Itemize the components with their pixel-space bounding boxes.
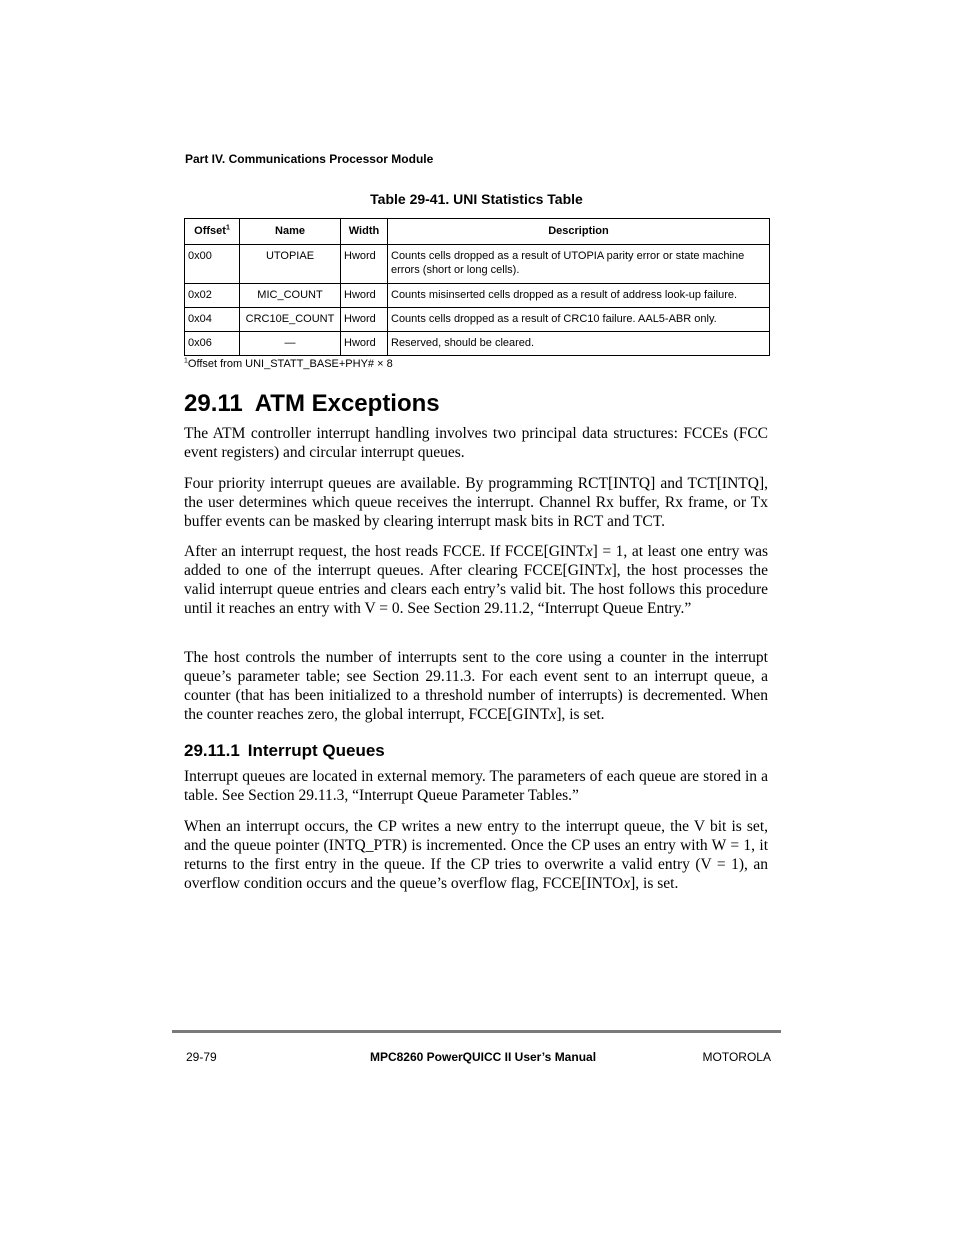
paragraph: Four priority interrupt queues are available. By programming RCT[INTQ] and TCT[INTQ], the user determines which queue receives the interrupt. Channel Rx buffer, Rx frame, or Tx buffer events can be masked by clearing interrupt mask bits in RCT and TCT. <box>184 475 768 530</box>
subsection-title: Interrupt Queues <box>247 741 385 760</box>
cell-width: Hword <box>341 308 388 332</box>
cell-offset: 0x06 <box>185 332 240 356</box>
table-caption: Table 29-41. UNI Statistics Table <box>370 191 583 207</box>
subsection-heading <box>184 741 385 761</box>
cell-offset: 0x02 <box>185 284 240 308</box>
cell-width: Hword <box>341 245 388 284</box>
footer-rule <box>172 1030 781 1033</box>
cell-description: Counts cells dropped as a result of UTOPIA parity error or state machine errors (short or long cells). <box>388 245 770 284</box>
column-header-offset: Offset$^1$ <box>185 219 240 245</box>
table-footnote: $^1$Offset from UNI_STATT_BASE+PHY# × 8 <box>184 357 393 370</box>
paragraph: The host controls the number of interrupts sent to the core using a counter in the interrupt queue’s parameter table; see Section 29.11.3. For each event sent to an interrupt queue, a counter (that has been initialized to a threshold number of interrupts) is decremented. When the counter reaches zero, the global interrupt, FCCE[GINTx], is set. <box>184 649 768 723</box>
table-row <box>185 332 770 356</box>
column-header-description: Description <box>388 219 770 245</box>
table-row <box>185 245 770 284</box>
section-title: ATM Exceptions <box>254 390 440 417</box>
uni-statistics-table <box>184 218 770 356</box>
cell-name: UTOPIAE <box>240 245 341 284</box>
table-header-row <box>185 219 770 245</box>
column-header-name: Name <box>240 219 341 245</box>
section-number: 29.11 <box>184 390 243 417</box>
paragraph: The ATM controller interrupt handling involves two principal data structures: FCCEs (FCC event registers) and circular interrupt queues. <box>184 425 768 461</box>
paragraph: Interrupt queues are located in external memory. The parameters of each queue are stored in a table. See Section 29.11.3, “Interrupt Queue Parameter Tables.” <box>184 768 768 804</box>
cell-width: Hword <box>341 332 388 356</box>
running-header: Part IV. Communications Processor Module <box>185 152 434 166</box>
table-row <box>185 308 770 332</box>
footer-manual-title: MPC8260 PowerQUICC II User’s Manual <box>369 1050 597 1064</box>
paragraph: After an interrupt request, the host reads FCCE. If FCCE[GINTx] = 1, at least one entry was added to one of the interrupt queues. After clearing FCCE[GINTx], the host processes the valid interrupt queue entries and clears each entry’s valid bit. The host follows this procedure until it reaches an entry with V = 0. See Section 29.11.2, “Interrupt Queue Entry.” <box>184 543 768 617</box>
cell-description: Counts cells dropped as a result of CRC10 failure. AAL5-ABR only. <box>388 308 770 332</box>
subsection-number: 29.11.1 <box>184 741 240 760</box>
cell-name: — <box>240 332 341 356</box>
cell-name: MIC_COUNT <box>240 284 341 308</box>
table-row <box>185 284 770 308</box>
paragraph: When an interrupt occurs, the CP writes a new entry to the interrupt queue, the V bit is set, and the queue pointer (INTQ_PTR) is incremented. Once the CP uses an entry with W = 1, it returns to the first entry in the queue. If the CP tries to overwrite a valid entry (V = 1), an overflow condition occurs and the queue’s overflow flag, FCCE[INTOx], is set. <box>184 818 768 892</box>
column-header-width: Width <box>341 219 388 245</box>
cell-width: Hword <box>341 284 388 308</box>
cell-offset: 0x00 <box>185 245 240 284</box>
cell-description: Reserved, should be cleared. <box>388 332 770 356</box>
footer-company: MOTOROLA <box>702 1050 771 1064</box>
cell-name: CRC10E_COUNT <box>240 308 341 332</box>
cell-description: Counts misinserted cells dropped as a result of address look-up failure. <box>388 284 770 308</box>
section-heading <box>184 390 440 418</box>
cell-offset: 0x04 <box>185 308 240 332</box>
footer-page-number: 29-79 <box>186 1050 217 1064</box>
